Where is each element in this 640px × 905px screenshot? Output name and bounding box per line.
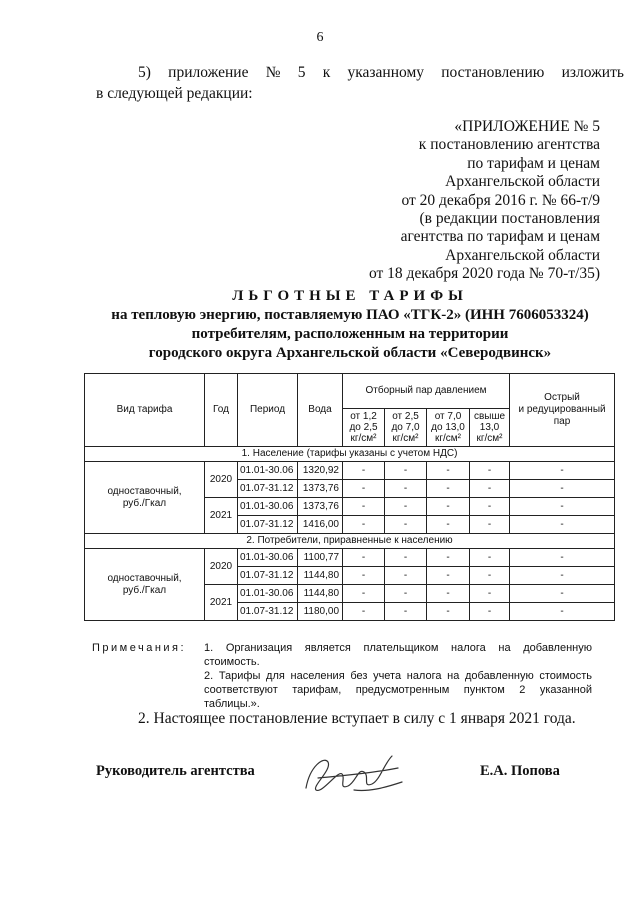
section-row [85,534,615,549]
period-cell: 01.07-31.12 [238,480,298,498]
col-steam-3: от 7,0 до 13,0 кг/см² [427,409,470,447]
col-steam-1: от 1,2 до 2,5 кг/см² [343,409,385,447]
section-1-title: 1. Население (тарифы указаны с учетом НДС) [85,447,615,462]
section-row [85,447,615,462]
period-cell: 01.07-31.12 [238,516,298,534]
period-cell: 01.07-31.12 [238,603,298,621]
tariff-type-cell: одноставочный, руб./Гкал [85,549,205,621]
notes-body [204,641,592,711]
col-tariff-type: Вид тарифа [85,374,205,447]
col-steam-2: от 2,5 до 7,0 кг/см² [385,409,427,447]
signatory-name: Е.А. Попова [480,763,560,779]
section-2-title: 2. Потребители, приравненные к населению [85,534,615,549]
table-row: 2021 01.01-30.06 1373,76 - - - - - [85,498,615,516]
heading-line-1: на тепловую энергию, поставляемую ПАО «ТГК-2» (ИНН 7606053324) [111,307,589,323]
col-period: Период [238,374,298,447]
table-row: 01.07-31.12 1144,80 - - - - - [85,567,615,585]
year-cell: 2020 [205,549,238,585]
point-5-text [96,62,624,104]
page-number: 6 [316,30,324,45]
handwritten-signature [298,748,408,800]
year-cell: 2021 [205,498,238,534]
table-row: одноставочный, руб./Гкал 2020 01.01-30.06 1320,92 - - - - - [85,462,615,480]
notes-label: Примечания: [92,642,187,654]
table-header-row [85,374,615,409]
tariff-type-cell: одноставочный, руб./Гкал [85,462,205,534]
col-steam-4: свыше 13,0 кг/см² [470,409,510,447]
water-cell: 1373,76 [298,480,343,498]
signatory-title: Руководитель агентства [96,763,255,779]
table-row: 2021 01.01-30.06 1144,80 - - - - - [85,585,615,603]
tariff-table [84,373,615,621]
year-cell: 2021 [205,585,238,621]
document-heading [60,287,640,363]
col-sharp-steam: Острый и редуцированный пар [510,374,615,447]
col-steam-group: Отборный пар давлением [343,374,510,409]
heading-title: ЛЬГОТНЫЕ ТАРИФЫ [232,288,468,304]
period-cell: 01.01-30.06 [238,549,298,567]
appendix-header: «ПРИЛОЖЕНИЕ № 5 к постановлению агентства по тарифам и ценам Архангельской области от 20 декабря 2016 г. № 66-т/9 (в редакции постановления агентства по тарифам и ценам Архангельской области от 18 декабря 2020 года № 70-т/35) [368,118,600,283]
period-cell: 01.01-30.06 [238,585,298,603]
point-5-line-1: 5) приложение № 5 к указанному постановлению изложить [138,64,624,81]
water-cell: 1373,76 [298,498,343,516]
col-year: Год [205,374,238,447]
table-row: 01.07-31.12 1416,00 - - - - - [85,516,615,534]
water-cell: 1416,00 [298,516,343,534]
period-cell: 01.07-31.12 [238,567,298,585]
point-5-line-2: в следующей редакции: [96,85,253,102]
heading-line-2: потребителям, расположенным на территории [191,326,509,342]
point-2-text: 2. Настоящее постановление вступает в силу с 1 января 2021 года. [138,710,576,727]
water-cell: 1320,92 [298,462,343,480]
year-cell: 2020 [205,462,238,498]
table-row: 01.07-31.12 1180,00 - - - - - [85,603,615,621]
water-cell: 1144,80 [298,585,343,603]
table-row: одноставочный, руб./Гкал 2020 01.01-30.06 1100,77 - - - - - [85,549,615,567]
water-cell: 1144,80 [298,567,343,585]
note-2: 2. Тарифы для населения без учета налога на добавленную стоимость соответствуют тарифам, предусмотренным пунктом 2 указанной таблицы.». [204,670,592,710]
water-cell: 1100,77 [298,549,343,567]
heading-line-3: городского округа Архангельской области «Северодвинск» [148,345,552,361]
note-1: 1. Организация является плательщиком налога на добавленную стоимость. [204,642,592,668]
col-water: Вода [298,374,343,447]
water-cell: 1180,00 [298,603,343,621]
period-cell: 01.01-30.06 [238,462,298,480]
table-row: 01.07-31.12 1373,76 - - - - - [85,480,615,498]
period-cell: 01.01-30.06 [238,498,298,516]
